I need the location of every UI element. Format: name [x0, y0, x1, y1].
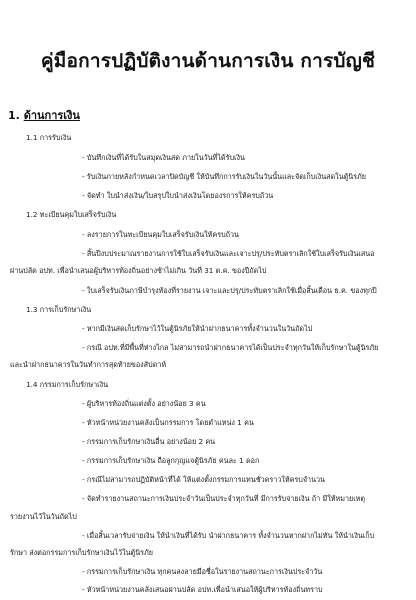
- subsection-heading: 1.2 ทะเบียนคุมใบเสร็จรับเงิน: [26, 210, 117, 219]
- bullet-line: - ผู้บริหารท้องถิ่นแต่งตั้ง อย่างน้อย 3 คน: [82, 399, 206, 408]
- bullet-line: - จัดทำรายงานสถานะการเงินประจำวันเป็นประจำทุกวันที่ มีการรับจ่ายเงิน ถ้า มีให้หมายเหตุ: [82, 494, 366, 503]
- bullet-line: - หากมีเงินสดเก็บรักษาไว้ในตู้นิรภัยให้นำฝากธนาคารทั้งจำนวนในวันถัดไป: [82, 324, 313, 333]
- bullet-line: - สิ้นปีงบประมาณรายงานการใช้ใบเสร็จรับเงินและเจาะปรุ/ประทับตราเลิกใช้ใบเสร็จรับเงินเสนอ: [82, 249, 375, 258]
- bullet-line: - หัวหน้าหน่วยงานคลังเสนอผ่านปลัด อปท.เพื่อนำเสนอให้ผู้บริหารท้องถิ่นทราบ: [82, 585, 323, 594]
- continuation-line: ผ่านปลัด อปท. เพื่อนำเสนอผู้บริหารท้องถิ่นอย่างช้าไม่เกิน วันที่ 31 ต.ค. ของปีถัดไป: [10, 266, 267, 275]
- bullet-line: - เมื่อสิ้นเวลารับจ่ายเงิน ให้นำเงินที่ได้รับ นำฝากธนาคาร ทั้งจำนวนหากฝากไม่ทัน ให้นำเงินเก็บ: [82, 531, 375, 540]
- subsection-heading: 1.4 กรรมการเก็บรักษาเงิน: [26, 380, 109, 389]
- bullet-line: - กรณี อปท.ที่มีพื้นที่ห่างไกล ไม่สามารถนำฝากธนาคารได้เป็นประจำทุกวันให้เก็บรักษาในตู้นิรภัย: [82, 343, 379, 352]
- subsection-heading: 1.3 การเก็บรักษาเงิน: [26, 305, 92, 314]
- bullet-line: - กรรมการเก็บรักษาเงิน ทุกคนลงลายมือชื่อในรายงานสถานะการเงินประจำวัน: [82, 567, 323, 576]
- subsection-heading: 1.1 การรับเงิน: [26, 133, 72, 142]
- bullet-line: - จัดทำ ใบนำส่งเงิน/ใบสรุปใบนำส่งเงินโดยองรการให้ครบถ้วน: [82, 191, 274, 200]
- bullet-line: - ลงรายการในทะเบียนคุมใบเสร็จรับเงินให้ครบถ้วน: [82, 230, 239, 239]
- section-number: 1.: [8, 109, 20, 122]
- section-label: ด้านการเงิน: [23, 109, 80, 122]
- section-heading: [8, 106, 80, 124]
- bullet-line: - รับเงินภายหลังกำหนดเวลาปิดบัญชี ให้บันทึกการรับเงินในวันนั้นและจัดเก็บเงินสดในตู้นิรภัย: [82, 172, 366, 181]
- bullet-line: - กรรมการเก็บรักษาเงิน ถือลูกกุญแจตู้นิรภัย คนละ 1 ดอก: [82, 456, 260, 465]
- bullet-line: - บันทึกเงินที่ได้รับในสมุดเงินสด ภายในวันที่ได้รับเงิน: [82, 153, 245, 162]
- bullet-line: - กรณีไม่สามารถปฏิบัติหน้าที่ได้ ให้แต่งตั้งกรรมการแทนชั่วคราวให้ครบจำนวน: [82, 475, 325, 484]
- continuation-line: รายงานไว้ในวันถัดไป: [10, 512, 77, 521]
- document-title: คู่มือการปฏิบัติงานด้านการเงิน การบัญชี: [40, 50, 376, 72]
- bullet-line: - ใบเสร็จรับเงินภาษีบำรุงท้องที่รายงาน เจาะและปรุ/ประทับตราเลิกใช้เมื่อสิ้นเดือน ธ.ค. ของทุกปี: [82, 286, 377, 295]
- continuation-line: รักษา ส่งต่อกรรมการเก็บรักษาเงินไว้ในตู้นิรภัย: [10, 548, 153, 557]
- bullet-line: - กรรมการเก็บรักษาเงินอื่น อย่างน้อย 2 คน: [82, 437, 216, 446]
- bullet-line: - หัวหน้าหน่วยงานคลังเป็นกรรมการ โดยตำแหน่ง 1 คน: [82, 418, 254, 427]
- continuation-line: และนำฝากธนาคารในวันทำการสุดท้ายของสัปดาห์: [10, 360, 167, 369]
